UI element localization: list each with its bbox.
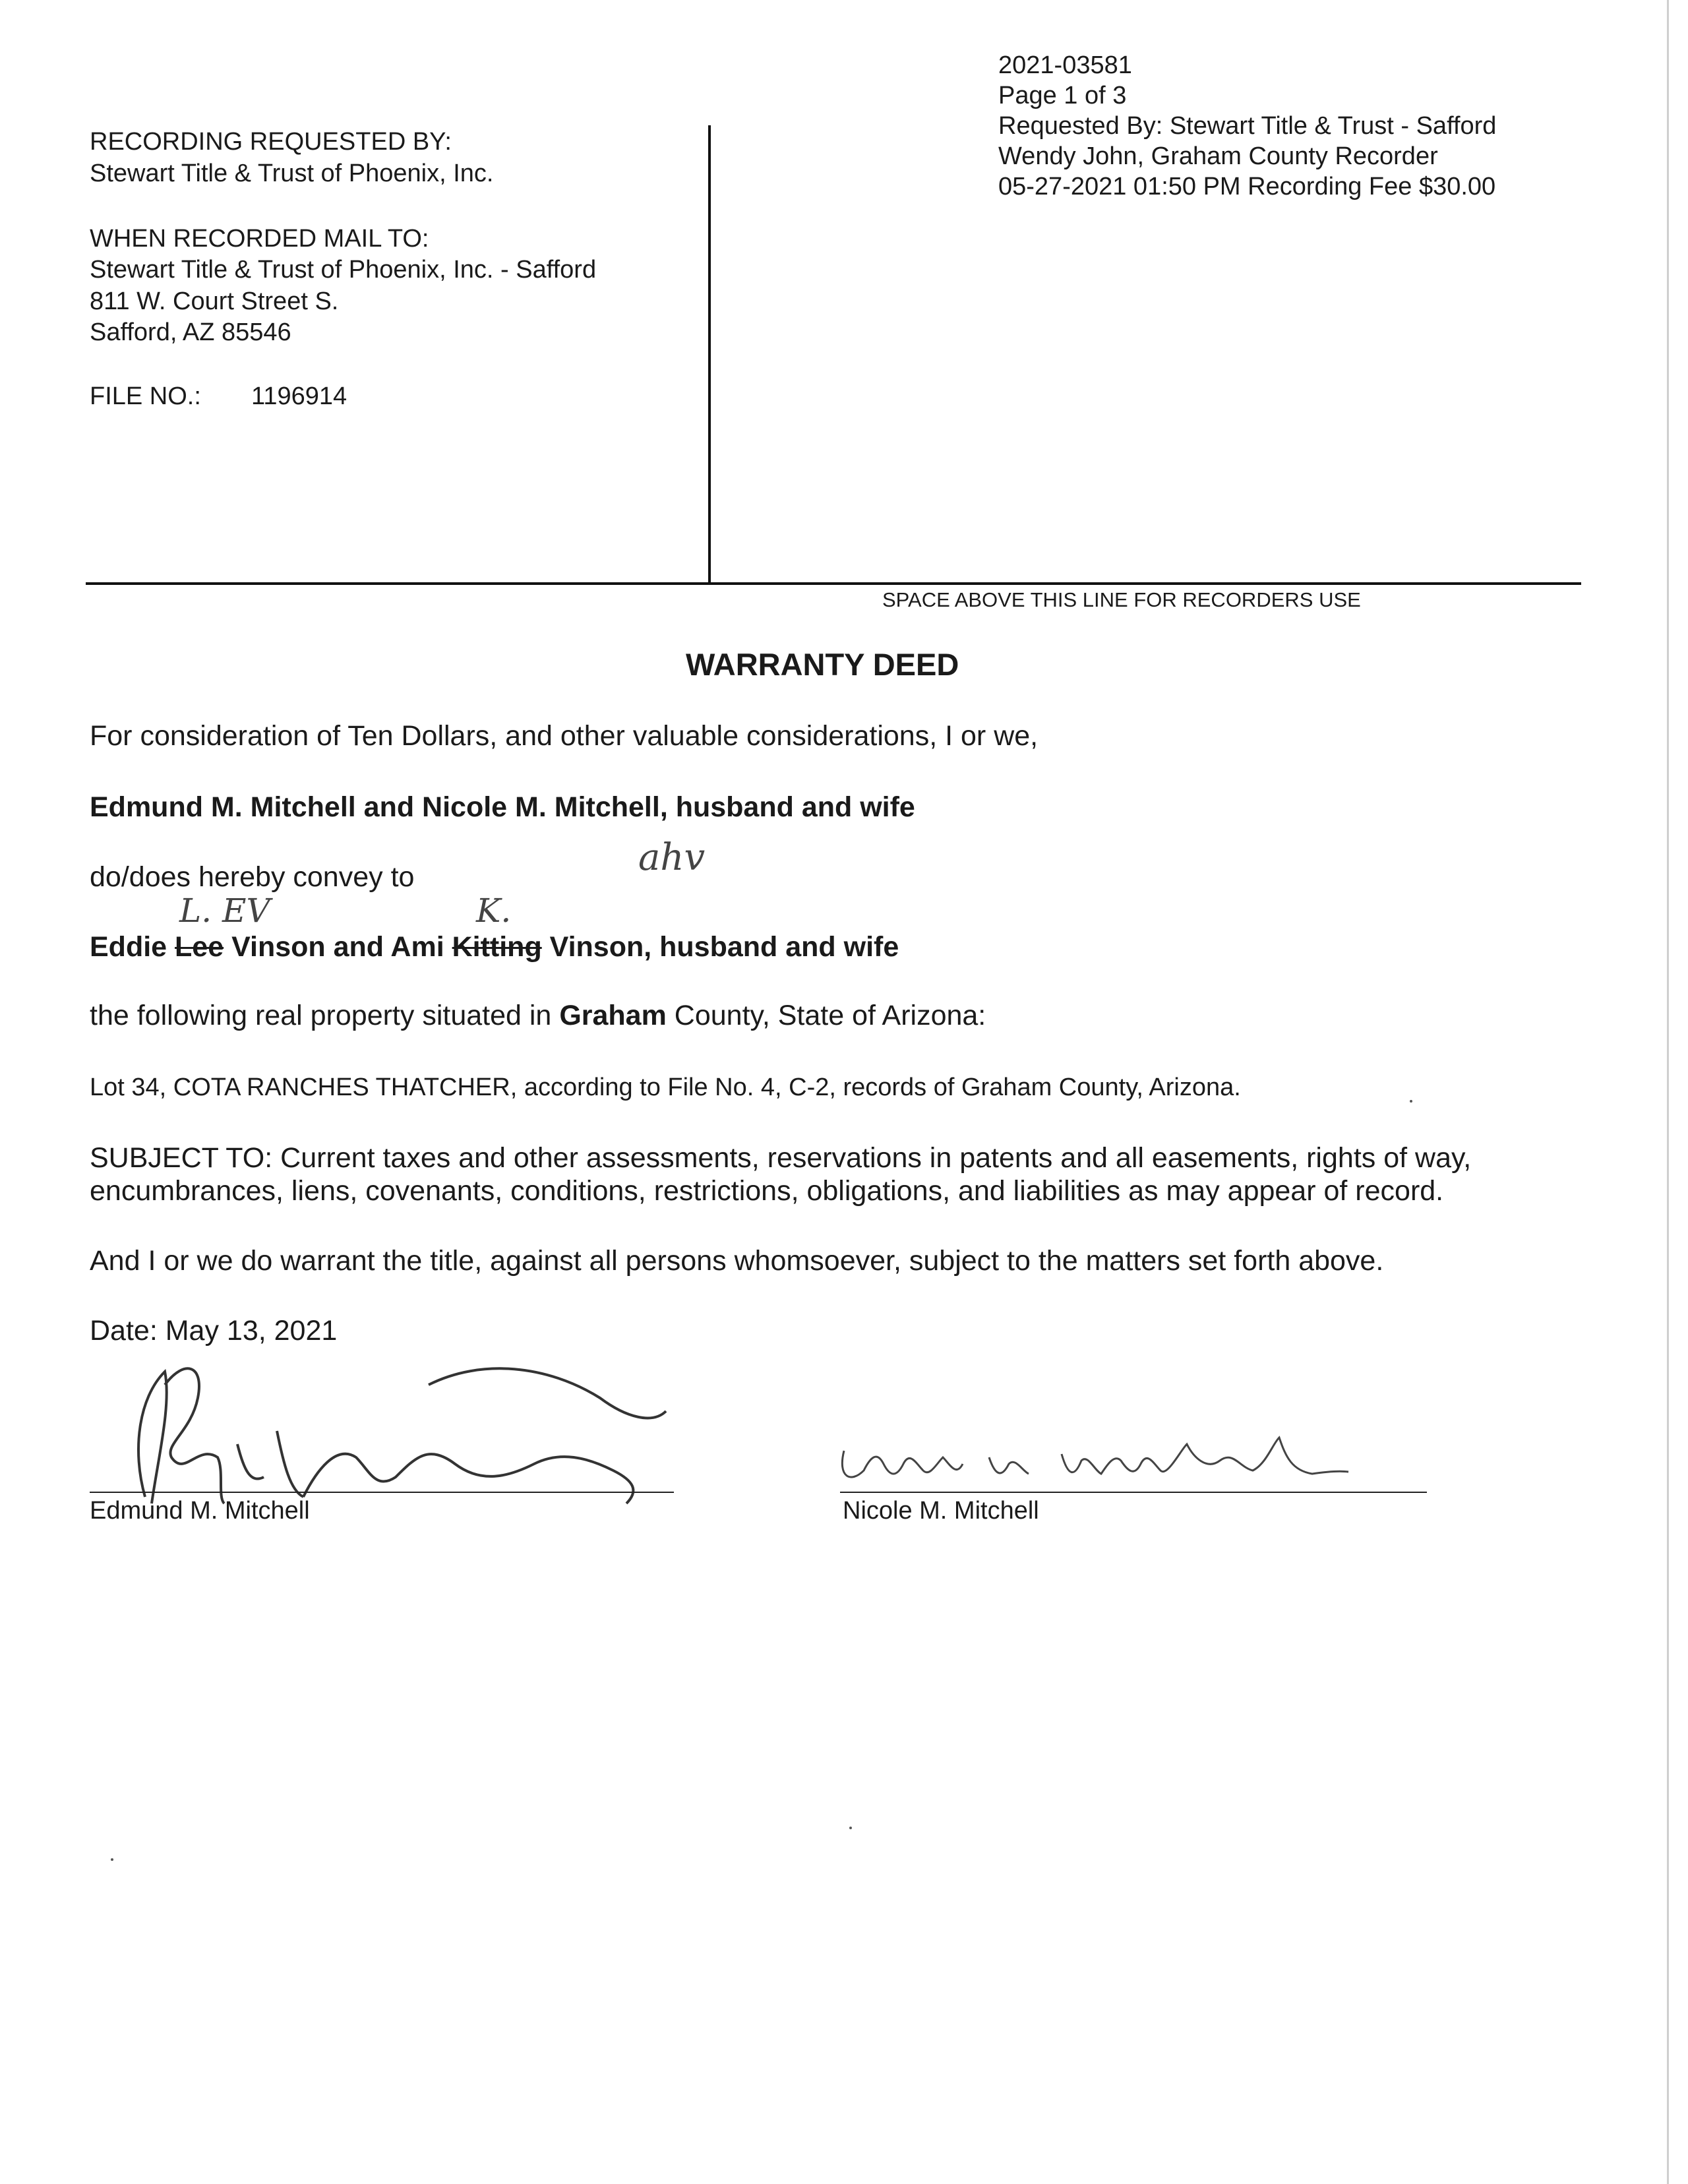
scan-edge [1667,0,1669,2184]
county-recorder: Wendy John, Graham County Recorder [998,142,1438,170]
requested-name: Stewart Title & Trust of Phoenix, Inc. [90,160,494,187]
grantee-end: Vinson, husband and wife [549,931,899,963]
mail-street: 811 W. Court Street S. [90,288,339,315]
warranty-text: And I or we do warrant the title, against all persons whomsoever, subject to the matters set forth above. [90,1245,1384,1277]
signature-edmund-mitchell [86,1345,679,1517]
county-name: Graham [559,1000,667,1031]
file-number: 1196914 [251,382,347,410]
page-count: Page 1 of 3 [998,82,1127,109]
header-divider-vertical [708,125,711,584]
subject-to-line-2: encumbrances, liens, covenants, conditions, restrictions, obligations, and liabilities as may appear of record. [90,1175,1444,1207]
deed-title: WARRANTY DEED [686,647,959,682]
property-pre: the following real property situated in [90,1000,552,1031]
file-label: FILE NO.: [90,382,201,410]
instrument-number: 2021-03581 [998,51,1132,79]
deed-date: Date: May 13, 2021 [90,1315,338,1347]
signer-name-2: Nicole M. Mitchell [843,1497,1039,1525]
requested-label: RECORDING REQUESTED BY: [90,128,452,156]
stamp-requested-by: Requested By: Stewart Title & Trust - Safford [998,112,1497,140]
recording-datetime-fee: 05-27-2021 01:50 PM Recording Fee $30.00 [998,173,1496,200]
handwritten-correction-middle-initial-1: L. EV [179,892,270,930]
legal-description: Lot 34, COTA RANCHES THATCHER, according to File No. 4, C-2, records of Graham County, Arizona. [90,1074,1241,1101]
signature-line-2 [840,1492,1427,1493]
grantee-mid: Vinson and Ami [231,931,444,963]
mail-name: Stewart Title & Trust of Phoenix, Inc. - Safford [90,256,597,284]
property-location [90,1000,986,1032]
property-post: County, State of Arizona: [674,1000,986,1031]
recorders-use-note: SPACE ABOVE THIS LINE FOR RECORDERS USE [882,588,1361,611]
signature-line-1 [90,1492,674,1493]
grantors: Edmund M. Mitchell and Nicole M. Mitchell, husband and wife [90,791,915,823]
mail-city: Safford, AZ 85546 [90,318,291,346]
consideration-text: For consideration of Ten Dollars, and other valuable considerations, I or we, [90,720,1039,752]
scan-speck [1410,1100,1412,1103]
handwritten-correction-middle-initial-2: K. [476,892,512,930]
signature-nicole-mitchell [837,1424,1352,1497]
subject-to-line-1: SUBJECT TO: Current taxes and other assessments, reservations in patents and all easements, rights of way, [90,1142,1472,1174]
handwritten-initials: ahv [638,836,706,879]
signer-name-1: Edmund M. Mitchell [90,1497,310,1525]
grantees [90,931,899,963]
scan-speck [849,1827,852,1829]
recorders-use-line [86,582,1581,585]
mail-label: WHEN RECORDED MAIL TO: [90,225,429,253]
grantee-first: Eddie [90,931,167,963]
convey-text: do/does hereby convey to [90,861,415,893]
scan-speck [111,1858,113,1861]
grantee-struck-middle-2: Kitting [452,931,542,963]
grantee-struck-middle-1: Lee [175,931,224,963]
